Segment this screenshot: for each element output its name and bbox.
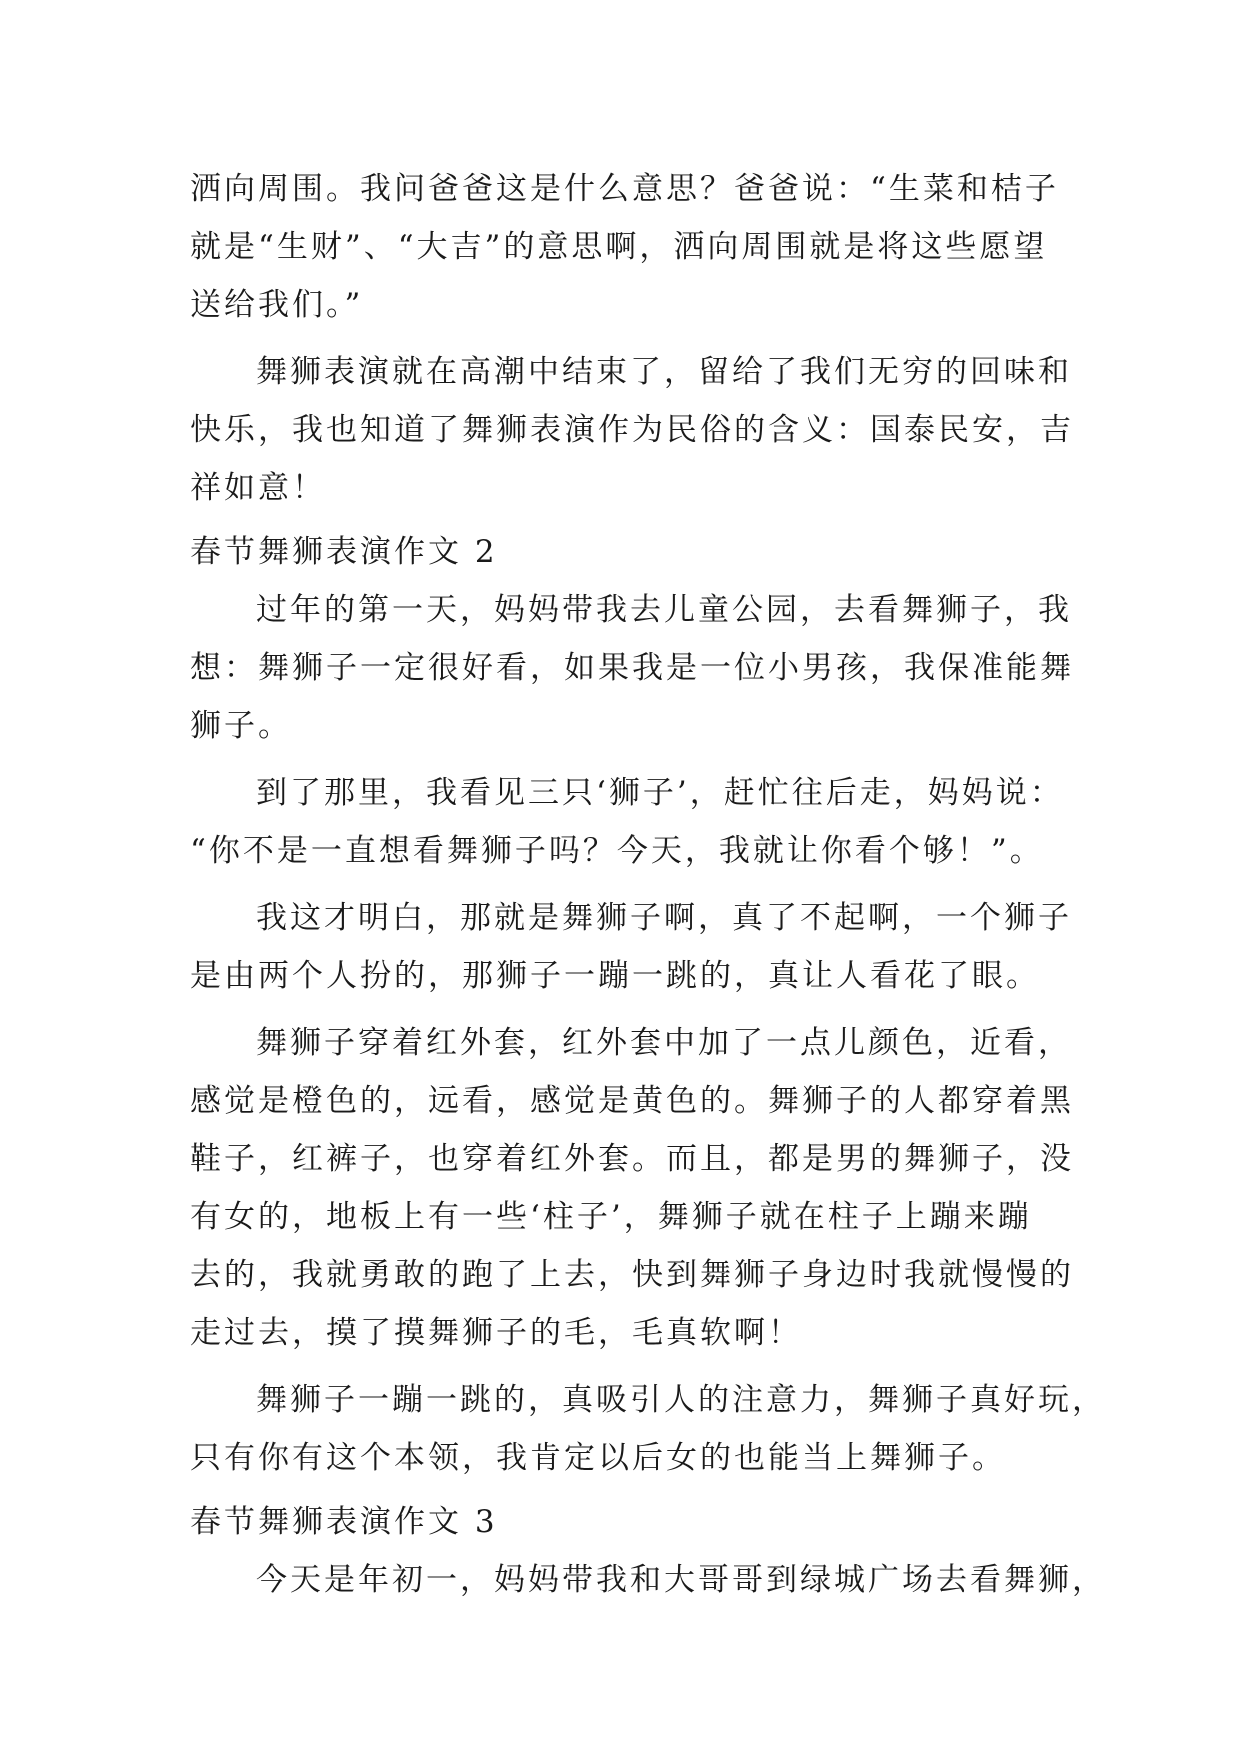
text-line: 祥如意！ bbox=[190, 470, 326, 506]
text-line: 想：舞狮子一定很好看，如果我是一位小男孩，我保准能舞 bbox=[190, 650, 1074, 686]
text-line: 狮子。 bbox=[190, 708, 292, 744]
paragraph bbox=[190, 1014, 1074, 1362]
text-line: 去的，我就勇敢的跑了上去，快到舞狮子身边时我就慢慢的 bbox=[190, 1257, 1074, 1293]
text-line: 我这才明白，那就是舞狮子啊，真了不起啊，一个狮子 bbox=[256, 900, 1072, 936]
text-line: 有女的，地板上有一些‘柱子’，舞狮子就在柱子上蹦来蹦 bbox=[190, 1199, 1032, 1235]
text-line: 今天是年初一，妈妈带我和大哥哥到绿城广场去看舞狮， bbox=[256, 1562, 1106, 1598]
paragraph bbox=[190, 581, 1074, 755]
paragraph bbox=[190, 1551, 1106, 1609]
text-line: 鞋子，红裤子，也穿着红外套。而且，都是男的舞狮子，没 bbox=[190, 1141, 1074, 1177]
text-line: 舞狮子穿着红外套，红外套中加了一点儿颜色，近看， bbox=[256, 1025, 1072, 1061]
text-line: 到了那里，我看见三只‘狮子’，赶忙往后走，妈妈说： bbox=[256, 775, 1064, 811]
paragraph bbox=[190, 343, 1074, 517]
text-line: 只有你有这个本领，我肯定以后女的也能当上舞狮子。 bbox=[190, 1440, 1006, 1476]
text-line: 舞狮表演就在高潮中结束了，留给了我们无穷的回味和 bbox=[256, 354, 1072, 390]
text-line: 快乐，我也知道了舞狮表演作为民俗的含义：国泰民安，吉 bbox=[190, 412, 1074, 448]
document-body bbox=[190, 160, 1106, 1609]
section-heading: 春节舞狮表演作文 2 bbox=[190, 534, 498, 570]
paragraph bbox=[190, 889, 1070, 1005]
paragraph bbox=[190, 160, 1070, 334]
text-line: 走过去，摸了摸舞狮子的毛，毛真软啊！ bbox=[190, 1315, 802, 1351]
text-line: 感觉是橙色的，远看，感觉是黄色的。舞狮子的人都穿着黑 bbox=[190, 1083, 1074, 1119]
text-line: 舞狮子一蹦一跳的，真吸引人的注意力，舞狮子真好玩， bbox=[256, 1382, 1106, 1418]
text-line: 过年的第一天，妈妈带我去儿童公园，去看舞狮子，我 bbox=[256, 592, 1072, 628]
text-line: 就是“生财”、“大吉”的意思啊，洒向周围就是将这些愿望 bbox=[190, 229, 1048, 265]
text-line: 是由两个人扮的，那狮子一蹦一跳的，真让人看花了眼。 bbox=[190, 958, 1040, 994]
paragraph bbox=[190, 1371, 1106, 1487]
text-line: 洒向周围。我问爸爸这是什么意思？爸爸说：“生菜和桔子 bbox=[190, 171, 1059, 207]
section-heading: 春节舞狮表演作文 3 bbox=[190, 1504, 498, 1540]
text-line: 送给我们。” bbox=[190, 287, 364, 323]
paragraph bbox=[190, 764, 1070, 880]
text-line: “你不是一直想看舞狮子吗？今天，我就让你看个够！”。 bbox=[190, 833, 1044, 869]
